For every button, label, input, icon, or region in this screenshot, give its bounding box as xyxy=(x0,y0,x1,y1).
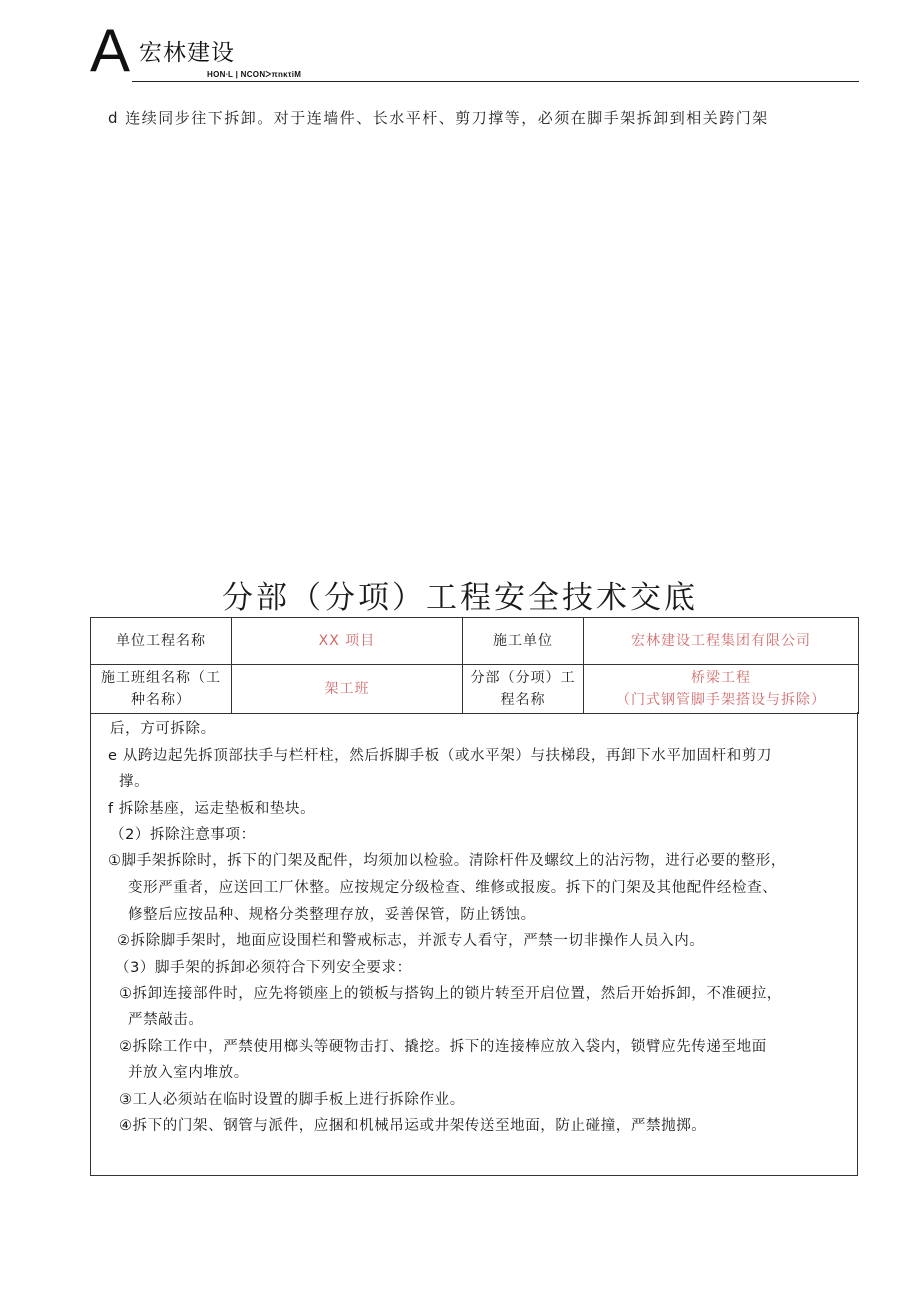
content-line: ②拆除工作中，严禁使用榔头等硬物击打、撬挖。拆下的连接棒应放入袋内，锁臂应先传递至地面 xyxy=(119,1039,767,1055)
table-row xyxy=(91,618,859,665)
content-line: ①拆卸连接部件时，应先将锁座上的锁板与搭钩上的锁片转至开启位置，然后开始拆卸，不准硬拉， xyxy=(119,986,782,1002)
unit-project-value: XX 项目 xyxy=(232,618,463,665)
content-line: （3）脚手架的拆卸必须符合下列安全要求： xyxy=(115,960,412,976)
table-row xyxy=(91,665,859,714)
content-line: 后，方可拆除。 xyxy=(110,721,216,737)
project-info-table xyxy=(90,617,859,714)
content-line: e 从跨边起先拆顶部扶手与栏杆柱，然后拆脚手板（或水平架）与扶梯段，再卸下水平加固杆和剪刀 xyxy=(108,748,773,764)
top-paragraph: d 连续同步往下拆卸。对于连墙件、长水平杆、剪刀撑等，必须在脚手架拆卸到相关跨门架 xyxy=(108,109,769,127)
content-line: 并放入室内堆放。 xyxy=(128,1065,249,1081)
subproject-label xyxy=(463,665,584,714)
content-line: 变形严重者，应送回工厂休整。应按规定分级检查、维修或报废。拆下的门架及其他配件经检查、 xyxy=(128,880,778,896)
content-line: ④拆下的门架、钢管与派件，应捆和机械吊运或井架传送至地面，防止碰撞，严禁抛掷。 xyxy=(119,1118,707,1134)
content-line: ①脚手架拆除时，拆下的门架及配件，均须加以检验。清除杆件及螺纹上的沾污物，进行必要的整形， xyxy=(108,853,786,869)
team-label xyxy=(91,665,232,714)
team-label-line2: 种名称） xyxy=(131,692,191,708)
logo-mark: A xyxy=(90,17,131,84)
unit-project-label: 单位工程名称 xyxy=(91,618,232,665)
team-value: 架工班 xyxy=(232,665,463,714)
company-name-en: HONᐧL | NCONᐳπnκτiM xyxy=(207,70,302,79)
subproject-value-line1: 桥梁工程 xyxy=(691,670,751,686)
content-line: 严禁敲击。 xyxy=(128,1012,204,1028)
subproject-value-line2: （门式钢管脚手架搭设与拆除） xyxy=(616,692,826,708)
content-line: 撑。 xyxy=(119,774,150,790)
subproject-label-line1: 分部（分项）工 xyxy=(470,670,576,686)
document-title: 分部（分项）工程安全技术交底 xyxy=(222,580,698,616)
content-line: （2）拆除注意事项： xyxy=(110,827,256,843)
content-line: ③工人必须站在临时设置的脚手板上进行拆除作业。 xyxy=(119,1092,465,1108)
company-name-cn: 宏林建设 xyxy=(139,40,235,66)
content-line: ②拆除脚手架时，地面应设围栏和警戒标志，并派专人看守，严禁一切非操作人员入内。 xyxy=(117,933,705,949)
contractor-value: 宏林建设工程集团有限公司 xyxy=(584,618,859,665)
header-rule xyxy=(132,81,859,82)
subproject-value xyxy=(584,665,859,714)
content-line: 修整后应按品种、规格分类整理存放，妥善保管，防止锈蚀。 xyxy=(128,907,536,923)
content-line: f 拆除基座，运走垫板和垫块。 xyxy=(108,801,316,817)
contractor-label: 施工单位 xyxy=(463,618,584,665)
subproject-label-line2: 程名称 xyxy=(500,692,546,708)
team-label-line1: 施工班组名称（工 xyxy=(101,670,221,686)
